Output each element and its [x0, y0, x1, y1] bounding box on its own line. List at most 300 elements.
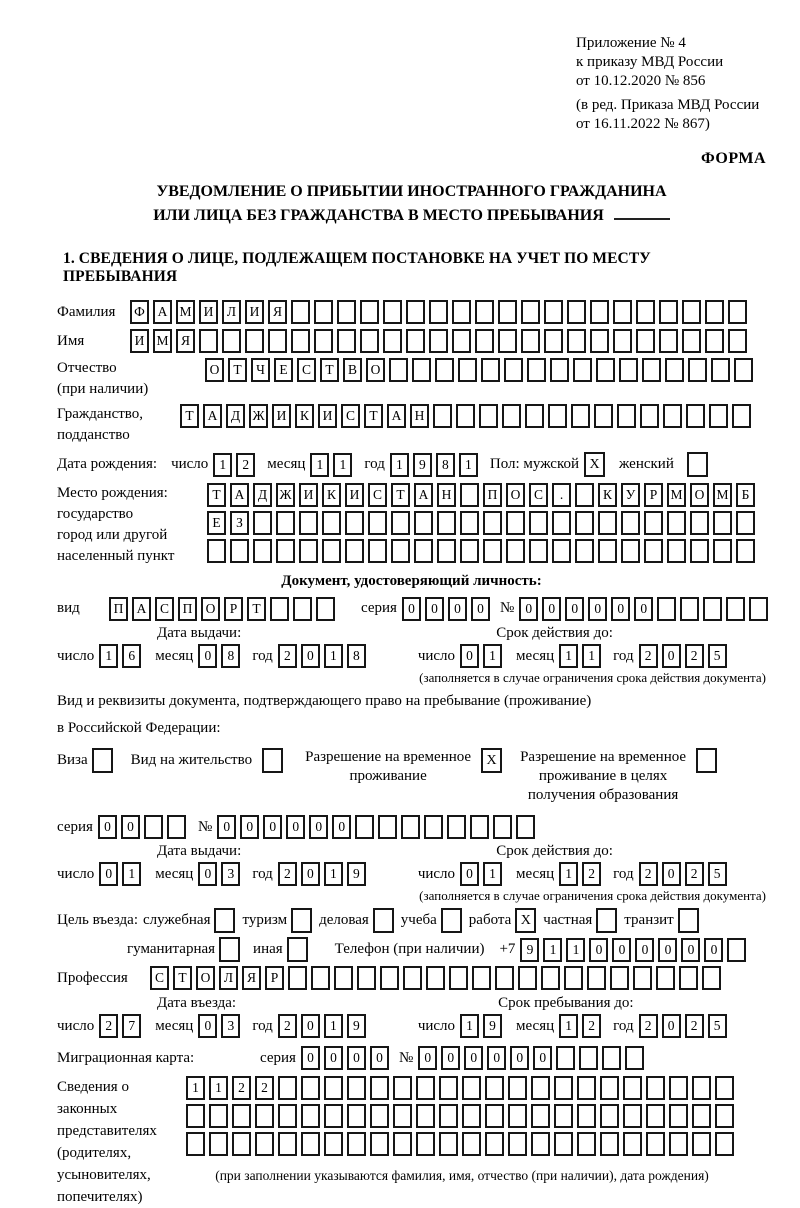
- char-cell[interactable]: Е: [207, 511, 226, 535]
- char-cell[interactable]: К: [598, 483, 617, 507]
- char-cell[interactable]: [232, 1132, 251, 1156]
- char-cell[interactable]: [291, 300, 310, 324]
- char-cell[interactable]: 0: [635, 938, 654, 962]
- char-cell[interactable]: [391, 539, 410, 563]
- char-cell[interactable]: 0: [240, 815, 259, 839]
- char-cell[interactable]: [617, 404, 636, 428]
- char-cell[interactable]: Ж: [249, 404, 268, 428]
- char-cell[interactable]: И: [318, 404, 337, 428]
- char-cell[interactable]: Л: [222, 300, 241, 324]
- char-cell[interactable]: [656, 966, 675, 990]
- char-cell[interactable]: К: [322, 483, 341, 507]
- char-cell[interactable]: [657, 597, 676, 621]
- char-cell[interactable]: М: [667, 483, 686, 507]
- char-cell[interactable]: 0: [286, 815, 305, 839]
- char-cell[interactable]: [416, 1132, 435, 1156]
- purpose-rabota-checkbox[interactable]: X: [515, 908, 536, 933]
- char-cell[interactable]: [625, 1046, 644, 1070]
- char-cell[interactable]: 2: [685, 1014, 704, 1038]
- char-cell[interactable]: 5: [708, 644, 727, 668]
- char-cell[interactable]: [299, 511, 318, 535]
- char-cell[interactable]: 2: [255, 1076, 274, 1100]
- char-cell[interactable]: 1: [559, 1014, 578, 1038]
- char-cell[interactable]: [577, 1132, 596, 1156]
- char-cell[interactable]: О: [690, 483, 709, 507]
- char-cell[interactable]: [401, 815, 420, 839]
- char-cell[interactable]: М: [176, 300, 195, 324]
- char-cell[interactable]: А: [387, 404, 406, 428]
- char-cell[interactable]: 1: [390, 453, 409, 477]
- char-cell[interactable]: [636, 329, 655, 353]
- char-cell[interactable]: [167, 815, 186, 839]
- char-cell[interactable]: [573, 358, 592, 382]
- char-cell[interactable]: [613, 300, 632, 324]
- char-cell[interactable]: [659, 300, 678, 324]
- char-cell[interactable]: 9: [483, 1014, 502, 1038]
- char-cell[interactable]: [713, 539, 732, 563]
- char-cell[interactable]: Д: [226, 404, 245, 428]
- char-cell[interactable]: [527, 358, 546, 382]
- char-cell[interactable]: У: [621, 483, 640, 507]
- char-cell[interactable]: [610, 966, 629, 990]
- char-cell[interactable]: Л: [219, 966, 238, 990]
- char-cell[interactable]: [749, 597, 768, 621]
- char-cell[interactable]: [495, 966, 514, 990]
- char-cell[interactable]: [268, 329, 287, 353]
- char-cell[interactable]: [276, 539, 295, 563]
- char-cell[interactable]: [322, 539, 341, 563]
- char-cell[interactable]: 2: [582, 1014, 601, 1038]
- char-cell[interactable]: 2: [685, 862, 704, 886]
- char-cell[interactable]: [222, 329, 241, 353]
- char-cell[interactable]: [368, 511, 387, 535]
- char-cell[interactable]: [370, 1132, 389, 1156]
- char-cell[interactable]: 2: [582, 862, 601, 886]
- char-cell[interactable]: [692, 1104, 711, 1128]
- purpose-delovaya-checkbox[interactable]: [373, 908, 394, 933]
- char-cell[interactable]: [531, 1076, 550, 1100]
- char-cell[interactable]: [439, 1104, 458, 1128]
- char-cell[interactable]: О: [366, 358, 385, 382]
- char-cell[interactable]: [567, 329, 586, 353]
- char-cell[interactable]: [548, 404, 567, 428]
- char-cell[interactable]: [567, 300, 586, 324]
- char-cell[interactable]: Р: [224, 597, 243, 621]
- char-cell[interactable]: [370, 1104, 389, 1128]
- char-cell[interactable]: И: [272, 404, 291, 428]
- char-cell[interactable]: [703, 597, 722, 621]
- char-cell[interactable]: З: [230, 511, 249, 535]
- char-cell[interactable]: 2: [278, 862, 297, 886]
- char-cell[interactable]: [378, 815, 397, 839]
- char-cell[interactable]: [596, 358, 615, 382]
- char-cell[interactable]: [393, 1132, 412, 1156]
- char-cell[interactable]: 0: [99, 862, 118, 886]
- char-cell[interactable]: [669, 1104, 688, 1128]
- char-cell[interactable]: [479, 404, 498, 428]
- char-cell[interactable]: [429, 329, 448, 353]
- char-cell[interactable]: 0: [487, 1046, 506, 1070]
- char-cell[interactable]: [483, 511, 502, 535]
- char-cell[interactable]: [414, 539, 433, 563]
- char-cell[interactable]: 0: [121, 815, 140, 839]
- char-cell[interactable]: Ф: [130, 300, 149, 324]
- char-cell[interactable]: 0: [425, 597, 444, 621]
- char-cell[interactable]: 2: [639, 644, 658, 668]
- char-cell[interactable]: [521, 329, 540, 353]
- purpose-inaya-checkbox[interactable]: [287, 937, 308, 962]
- char-cell[interactable]: 0: [301, 1046, 320, 1070]
- char-cell[interactable]: [209, 1104, 228, 1128]
- char-cell[interactable]: [575, 539, 594, 563]
- char-cell[interactable]: [406, 300, 425, 324]
- char-cell[interactable]: 3: [221, 1014, 240, 1038]
- char-cell[interactable]: 5: [708, 1014, 727, 1038]
- char-cell[interactable]: [506, 511, 525, 535]
- char-cell[interactable]: [324, 1076, 343, 1100]
- sex-male-checkbox[interactable]: X: [584, 452, 605, 477]
- char-cell[interactable]: 3: [221, 862, 240, 886]
- char-cell[interactable]: 0: [263, 815, 282, 839]
- purpose-tranzit-checkbox[interactable]: [678, 908, 699, 933]
- char-cell[interactable]: [709, 404, 728, 428]
- char-cell[interactable]: [518, 966, 537, 990]
- char-cell[interactable]: [688, 358, 707, 382]
- char-cell[interactable]: 1: [186, 1076, 205, 1100]
- char-cell[interactable]: Т: [247, 597, 266, 621]
- char-cell[interactable]: [665, 358, 684, 382]
- char-cell[interactable]: [278, 1104, 297, 1128]
- char-cell[interactable]: 0: [441, 1046, 460, 1070]
- char-cell[interactable]: [623, 1076, 642, 1100]
- char-cell[interactable]: [667, 511, 686, 535]
- char-cell[interactable]: [732, 404, 751, 428]
- char-cell[interactable]: 7: [122, 1014, 141, 1038]
- char-cell[interactable]: [186, 1132, 205, 1156]
- edu-residence-checkbox[interactable]: [696, 748, 717, 773]
- char-cell[interactable]: [406, 329, 425, 353]
- char-cell[interactable]: [209, 1132, 228, 1156]
- char-cell[interactable]: [715, 1076, 734, 1100]
- char-cell[interactable]: [531, 1104, 550, 1128]
- char-cell[interactable]: 0: [658, 938, 677, 962]
- char-cell[interactable]: [644, 511, 663, 535]
- char-cell[interactable]: [734, 358, 753, 382]
- char-cell[interactable]: 0: [198, 862, 217, 886]
- char-cell[interactable]: О: [506, 483, 525, 507]
- char-cell[interactable]: С: [341, 404, 360, 428]
- char-cell[interactable]: [646, 1076, 665, 1100]
- char-cell[interactable]: А: [230, 483, 249, 507]
- char-cell[interactable]: 1: [582, 644, 601, 668]
- char-cell[interactable]: С: [297, 358, 316, 382]
- char-cell[interactable]: 1: [559, 862, 578, 886]
- char-cell[interactable]: [278, 1076, 297, 1100]
- char-cell[interactable]: [355, 815, 374, 839]
- char-cell[interactable]: [288, 966, 307, 990]
- char-cell[interactable]: [682, 300, 701, 324]
- char-cell[interactable]: 0: [324, 1046, 343, 1070]
- char-cell[interactable]: 2: [685, 644, 704, 668]
- char-cell[interactable]: 0: [704, 938, 723, 962]
- char-cell[interactable]: Я: [242, 966, 261, 990]
- char-cell[interactable]: [577, 1104, 596, 1128]
- char-cell[interactable]: 0: [662, 862, 681, 886]
- char-cell[interactable]: 0: [589, 938, 608, 962]
- char-cell[interactable]: 0: [519, 597, 538, 621]
- char-cell[interactable]: [502, 404, 521, 428]
- char-cell[interactable]: [278, 1132, 297, 1156]
- char-cell[interactable]: [357, 966, 376, 990]
- residence-permit-checkbox[interactable]: [262, 748, 283, 773]
- char-cell[interactable]: [621, 539, 640, 563]
- char-cell[interactable]: 1: [99, 644, 118, 668]
- char-cell[interactable]: [360, 300, 379, 324]
- char-cell[interactable]: 2: [99, 1014, 118, 1038]
- char-cell[interactable]: 1: [324, 1014, 343, 1038]
- char-cell[interactable]: [470, 815, 489, 839]
- char-cell[interactable]: 9: [413, 453, 432, 477]
- char-cell[interactable]: [345, 539, 364, 563]
- char-cell[interactable]: 0: [460, 862, 479, 886]
- char-cell[interactable]: Б: [736, 483, 755, 507]
- char-cell[interactable]: 0: [418, 1046, 437, 1070]
- char-cell[interactable]: [715, 1104, 734, 1128]
- char-cell[interactable]: 2: [236, 453, 255, 477]
- char-cell[interactable]: [301, 1076, 320, 1100]
- char-cell[interactable]: [705, 329, 724, 353]
- char-cell[interactable]: [600, 1132, 619, 1156]
- char-cell[interactable]: 0: [471, 597, 490, 621]
- char-cell[interactable]: 2: [639, 862, 658, 886]
- char-cell[interactable]: [556, 1046, 575, 1070]
- char-cell[interactable]: 1: [122, 862, 141, 886]
- char-cell[interactable]: А: [414, 483, 433, 507]
- char-cell[interactable]: [669, 1076, 688, 1100]
- char-cell[interactable]: [462, 1076, 481, 1100]
- char-cell[interactable]: 0: [588, 597, 607, 621]
- char-cell[interactable]: [460, 539, 479, 563]
- char-cell[interactable]: И: [245, 300, 264, 324]
- char-cell[interactable]: М: [153, 329, 172, 353]
- char-cell[interactable]: [370, 1076, 389, 1100]
- char-cell[interactable]: Д: [253, 483, 272, 507]
- char-cell[interactable]: [460, 483, 479, 507]
- char-cell[interactable]: [485, 1076, 504, 1100]
- char-cell[interactable]: [291, 329, 310, 353]
- char-cell[interactable]: [692, 1076, 711, 1100]
- char-cell[interactable]: [702, 966, 721, 990]
- char-cell[interactable]: [504, 358, 523, 382]
- char-cell[interactable]: [736, 511, 755, 535]
- char-cell[interactable]: [368, 539, 387, 563]
- char-cell[interactable]: 0: [611, 597, 630, 621]
- char-cell[interactable]: [439, 1076, 458, 1100]
- char-cell[interactable]: [690, 511, 709, 535]
- char-cell[interactable]: [403, 966, 422, 990]
- char-cell[interactable]: [301, 1132, 320, 1156]
- char-cell[interactable]: [679, 966, 698, 990]
- char-cell[interactable]: 0: [612, 938, 631, 962]
- char-cell[interactable]: [554, 1076, 573, 1100]
- char-cell[interactable]: 8: [347, 644, 366, 668]
- char-cell[interactable]: 2: [278, 644, 297, 668]
- char-cell[interactable]: [144, 815, 163, 839]
- char-cell[interactable]: С: [155, 597, 174, 621]
- char-cell[interactable]: 1: [324, 644, 343, 668]
- char-cell[interactable]: А: [153, 300, 172, 324]
- char-cell[interactable]: 0: [565, 597, 584, 621]
- char-cell[interactable]: 0: [448, 597, 467, 621]
- char-cell[interactable]: [324, 1132, 343, 1156]
- char-cell[interactable]: [255, 1132, 274, 1156]
- char-cell[interactable]: [460, 511, 479, 535]
- char-cell[interactable]: Т: [364, 404, 383, 428]
- char-cell[interactable]: 1: [209, 1076, 228, 1100]
- char-cell[interactable]: С: [368, 483, 387, 507]
- sex-female-checkbox[interactable]: [687, 452, 708, 477]
- char-cell[interactable]: [485, 1104, 504, 1128]
- char-cell[interactable]: [347, 1076, 366, 1100]
- char-cell[interactable]: [680, 597, 699, 621]
- char-cell[interactable]: 0: [464, 1046, 483, 1070]
- visa-checkbox[interactable]: [92, 748, 113, 773]
- char-cell[interactable]: [324, 1104, 343, 1128]
- char-cell[interactable]: А: [132, 597, 151, 621]
- char-cell[interactable]: Т: [391, 483, 410, 507]
- char-cell[interactable]: 0: [634, 597, 653, 621]
- char-cell[interactable]: [715, 1132, 734, 1156]
- char-cell[interactable]: [475, 329, 494, 353]
- char-cell[interactable]: Ч: [251, 358, 270, 382]
- char-cell[interactable]: [493, 815, 512, 839]
- char-cell[interactable]: 0: [370, 1046, 389, 1070]
- char-cell[interactable]: [726, 597, 745, 621]
- char-cell[interactable]: [659, 329, 678, 353]
- char-cell[interactable]: [642, 358, 661, 382]
- char-cell[interactable]: [458, 358, 477, 382]
- char-cell[interactable]: 1: [566, 938, 585, 962]
- char-cell[interactable]: [383, 300, 402, 324]
- char-cell[interactable]: 8: [436, 453, 455, 477]
- char-cell[interactable]: [623, 1132, 642, 1156]
- char-cell[interactable]: [439, 1132, 458, 1156]
- char-cell[interactable]: 8: [221, 644, 240, 668]
- char-cell[interactable]: [337, 329, 356, 353]
- char-cell[interactable]: [322, 511, 341, 535]
- char-cell[interactable]: [594, 404, 613, 428]
- char-cell[interactable]: [544, 329, 563, 353]
- char-cell[interactable]: 2: [639, 1014, 658, 1038]
- char-cell[interactable]: [383, 329, 402, 353]
- char-cell[interactable]: 9: [347, 862, 366, 886]
- char-cell[interactable]: 1: [483, 644, 502, 668]
- char-cell[interactable]: [416, 1104, 435, 1128]
- char-cell[interactable]: [575, 483, 594, 507]
- char-cell[interactable]: 0: [662, 644, 681, 668]
- char-cell[interactable]: [571, 404, 590, 428]
- char-cell[interactable]: 0: [460, 644, 479, 668]
- char-cell[interactable]: Т: [180, 404, 199, 428]
- char-cell[interactable]: Т: [207, 483, 226, 507]
- char-cell[interactable]: [552, 511, 571, 535]
- char-cell[interactable]: 0: [198, 1014, 217, 1038]
- purpose-sluzhebnaya-checkbox[interactable]: [214, 908, 235, 933]
- char-cell[interactable]: 1: [213, 453, 232, 477]
- char-cell[interactable]: [727, 938, 746, 962]
- char-cell[interactable]: 1: [483, 862, 502, 886]
- char-cell[interactable]: [525, 404, 544, 428]
- char-cell[interactable]: [301, 1104, 320, 1128]
- char-cell[interactable]: [452, 329, 471, 353]
- char-cell[interactable]: 0: [533, 1046, 552, 1070]
- char-cell[interactable]: [621, 511, 640, 535]
- char-cell[interactable]: [564, 966, 583, 990]
- char-cell[interactable]: [456, 404, 475, 428]
- char-cell[interactable]: [449, 966, 468, 990]
- char-cell[interactable]: П: [178, 597, 197, 621]
- char-cell[interactable]: 0: [301, 862, 320, 886]
- char-cell[interactable]: [728, 300, 747, 324]
- char-cell[interactable]: [541, 966, 560, 990]
- char-cell[interactable]: [481, 358, 500, 382]
- char-cell[interactable]: [554, 1132, 573, 1156]
- char-cell[interactable]: .: [552, 483, 571, 507]
- char-cell[interactable]: [713, 511, 732, 535]
- char-cell[interactable]: [393, 1076, 412, 1100]
- char-cell[interactable]: 9: [520, 938, 539, 962]
- char-cell[interactable]: [462, 1104, 481, 1128]
- char-cell[interactable]: [640, 404, 659, 428]
- purpose-gumanitarnaya-checkbox[interactable]: [219, 937, 240, 962]
- char-cell[interactable]: [424, 815, 443, 839]
- char-cell[interactable]: [452, 300, 471, 324]
- char-cell[interactable]: [412, 358, 431, 382]
- char-cell[interactable]: [690, 539, 709, 563]
- char-cell[interactable]: И: [345, 483, 364, 507]
- char-cell[interactable]: [462, 1132, 481, 1156]
- char-cell[interactable]: [447, 815, 466, 839]
- char-cell[interactable]: [245, 329, 264, 353]
- char-cell[interactable]: [276, 511, 295, 535]
- char-cell[interactable]: [314, 300, 333, 324]
- char-cell[interactable]: 2: [278, 1014, 297, 1038]
- char-cell[interactable]: Н: [410, 404, 429, 428]
- char-cell[interactable]: [299, 539, 318, 563]
- char-cell[interactable]: [508, 1104, 527, 1128]
- char-cell[interactable]: Н: [437, 483, 456, 507]
- char-cell[interactable]: [590, 300, 609, 324]
- char-cell[interactable]: [521, 300, 540, 324]
- char-cell[interactable]: [199, 329, 218, 353]
- char-cell[interactable]: 1: [559, 644, 578, 668]
- char-cell[interactable]: [426, 966, 445, 990]
- char-cell[interactable]: Я: [268, 300, 287, 324]
- char-cell[interactable]: [433, 404, 452, 428]
- char-cell[interactable]: [334, 966, 353, 990]
- char-cell[interactable]: [483, 539, 502, 563]
- char-cell[interactable]: [437, 539, 456, 563]
- char-cell[interactable]: В: [343, 358, 362, 382]
- char-cell[interactable]: 1: [543, 938, 562, 962]
- char-cell[interactable]: [728, 329, 747, 353]
- char-cell[interactable]: [619, 358, 638, 382]
- char-cell[interactable]: [669, 1132, 688, 1156]
- char-cell[interactable]: 0: [681, 938, 700, 962]
- char-cell[interactable]: 0: [332, 815, 351, 839]
- char-cell[interactable]: [600, 1104, 619, 1128]
- char-cell[interactable]: И: [299, 483, 318, 507]
